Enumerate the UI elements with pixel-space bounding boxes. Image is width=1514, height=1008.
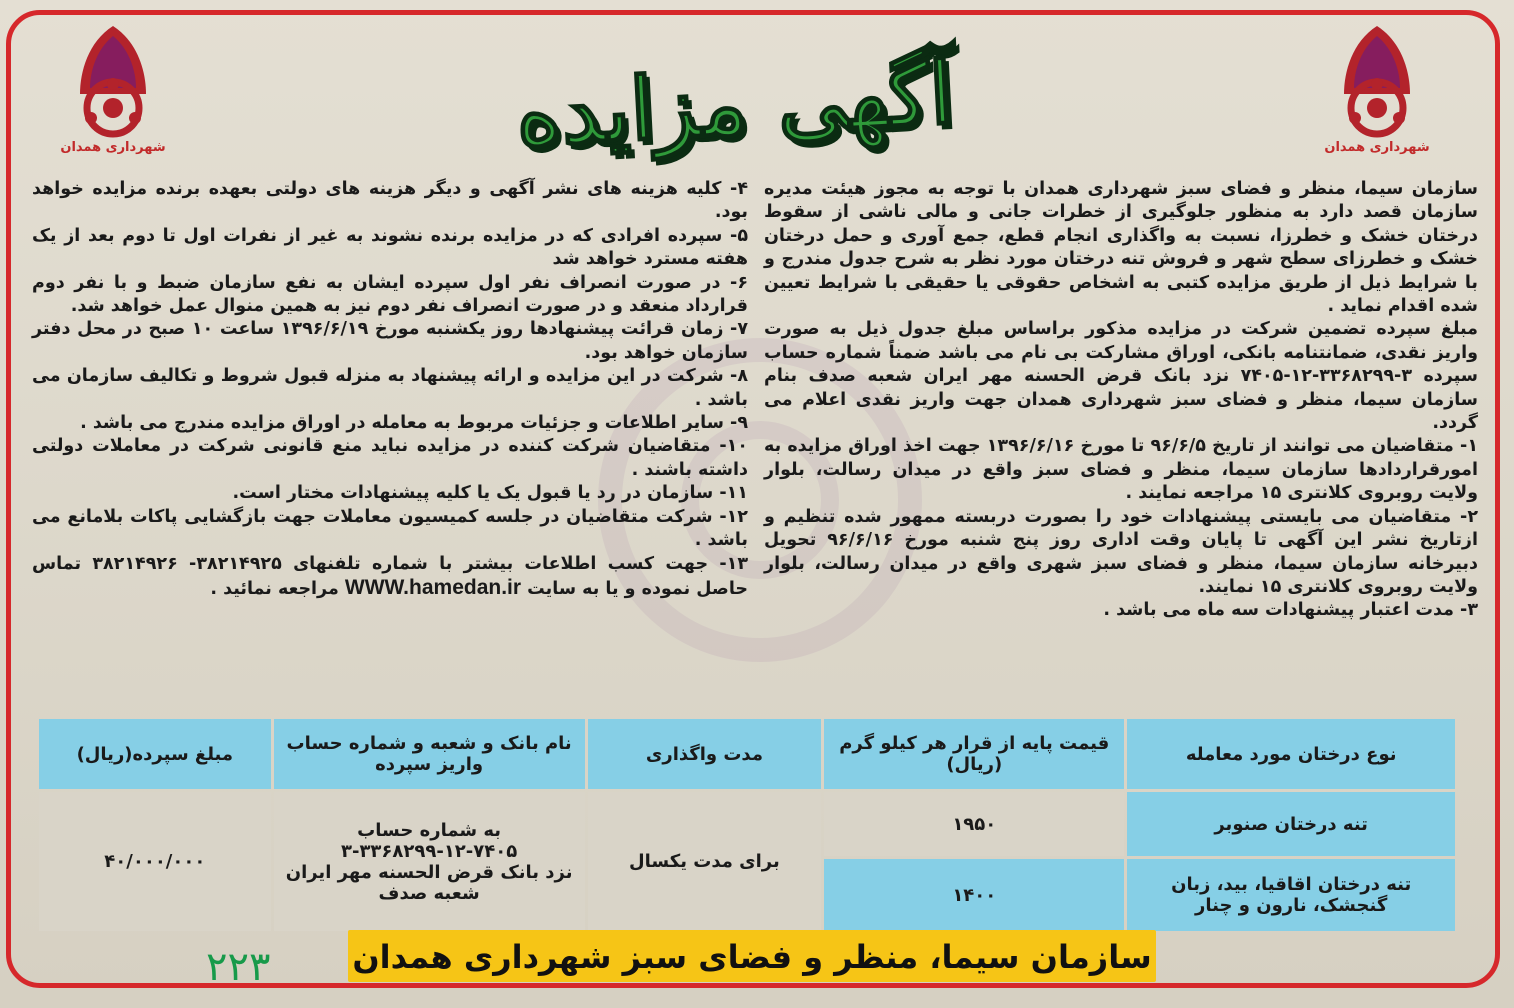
condition-item-8: ۸- شرکت در این مزایده و ارائه پیشنهاد به منزله قبول شروط و تکالیف سازمان می باشد .: [32, 366, 748, 410]
header-tree-type: نوع درختان مورد معامله: [1127, 719, 1455, 789]
condition-item-5: ۵- سپرده افرادی که در مزایده برنده نشوند به غیر از نفرات اول تا دوم بعد از یک هفته مسترد خواهد شد: [32, 225, 748, 270]
table-row: [39, 792, 1455, 856]
deposit-paragraph: مبلغ سپرده تضمین شرکت در مزایده مذکور براساس مبلغ جدول ذیل به صورت واریز نقدی، ضمانتنامه بانکی، اوراق مشارکت بی نام می باشد ضمناً شماره حساب سپرده ۳-۳۳۶۸۲۹۹-۱۲-۷۴۰۵ نزد بانک قرض الحسنه مهر ایران شعبه صدف بنام سازمان سیما، منظر و فضای سبز شهرداری همدان جهت واریز نقدی اعلام می گردد.: [764, 319, 1478, 434]
condition-item-4: ۴- کلیه هزینه های نشر آگهی و دیگر هزینه های دولتی بعهده برنده مزایده خواهد بود.: [32, 179, 748, 223]
condition-item-6: ۶- در صورت انصراف نفر اول سپرده ایشان به نفع سازمان ضبط و با نفر دوم قرارداد منعقد و در صورت انصراف نفر دوم نیز به همین منوال عمل خواهد شد.: [32, 272, 748, 317]
condition-item-10: ۱۰- متقاضیان شرکت کننده در مزایده نباید منع قانونی شرکت در معاملات دولتی داشته باشند .: [32, 436, 748, 480]
cell-period: برای مدت یکسال: [588, 792, 822, 931]
condition-item-9: ۹- سایر اطلاعات و جزئیات مربوط به معامله در اوراق مزایده مندرج می باشد .: [80, 413, 748, 434]
header-period: مدت واگذاری: [588, 719, 822, 789]
header-bank: نام بانک و شعبه و شماره حساب واریز سپرده: [274, 719, 585, 789]
contact-text: ۱۳- جهت کسب اطلاعات بیشتر با شماره تلفنهای ۳۸۲۱۴۹۲۵- ۳۸۲۱۴۹۲۶ تماس حاصل نموده و یا به سایت: [32, 553, 749, 599]
cell-tree-type: تنه درختان صنوبر: [1127, 792, 1455, 856]
footer-organization-name: سازمان سیما، منظر و فضای سبز شهرداری همدان: [352, 938, 1152, 976]
handwritten-number: ۲۲۳: [206, 944, 271, 990]
logo-caption: شهرداری همدان: [60, 140, 166, 155]
table-header-row: [39, 719, 1455, 789]
condition-item-1: ۱- متقاضیان می توانند از تاریخ ۹۶/۶/۵ تا مورخ ۱۳۹۶/۶/۱۶ جهت اخذ اوراق مزایده به امورقراردادها سازمان سیما، منظر و فضای سبز واقع در میدان رسالت، بلوار ولایت روبروی کلانتری ۱۵ مراجعه نمایند .: [764, 436, 1478, 504]
municipality-logo-left: [58, 22, 168, 172]
cell-tree-type: تنه درختان اقاقیا، بید، زبان گنجشک، نارون و چنار: [1127, 859, 1455, 931]
condition-item-13: [32, 553, 748, 602]
bank-account-number: ۳-۳۳۶۸۲۹۹-۱۲-۷۴۰۵: [340, 840, 518, 862]
condition-item-12: ۱۲- شرکت متقاضیان در جلسه کمیسیون معاملات جهت بازگشایی پاکات بلامانع می باشد .: [32, 506, 748, 551]
bank-line: به شماره حساب: [357, 819, 502, 841]
hamedan-emblem-icon: [1322, 22, 1432, 140]
page-title: آگهی مزایده: [513, 42, 956, 167]
cell-base-price: ۱۴۰۰: [824, 859, 1124, 931]
intro-paragraph: سازمان سیما، منظر و فضای سبز شهرداری همدان با توجه به مجوز هیئت مدیره سازمان قصد دارد به منظور جلوگیری از خطرات جانی و مالی ناشی از سقوط درختان خشک و خطرزا، نسبت به واگذاری انجام قطع، جمع آوری و حمل درختان خشک و خطرزای سطح شهر و فروش تنه درختان مورد نظر به شرح جدول مندرج و با شرایط ذیل از طریق مزایده کتبی به اشخاص حقوقی یا حقیقی با شرایط تعیین شده اقدام نماید .: [764, 179, 1478, 317]
header-base-price: قیمت پایه از قرار هر کیلو گرم (ریال): [824, 719, 1124, 789]
cell-base-price: ۱۹۵۰: [824, 792, 1124, 856]
condition-item-11: ۱۱- سازمان در رد یا قبول یک یا کلیه پیشنهادات مختار است.: [232, 483, 748, 504]
logo-caption: شهرداری همدان: [1324, 140, 1430, 155]
header-deposit-amount: مبلغ سپرده(ریال): [39, 719, 271, 789]
cell-bank: [274, 792, 585, 931]
municipality-logo-right: [1322, 22, 1432, 172]
condition-item-7: ۷- زمان قرائت پیشنهادها روز یکشنبه مورخ ۱۳۹۶/۶/۱۹ ساعت ۱۰ صبح در محل دفتر سازمان خواهد بود.: [32, 319, 749, 363]
website-link[interactable]: WWW.hamedan.ir: [344, 575, 522, 599]
hamedan-emblem-icon: [58, 22, 168, 140]
contact-text-end: مراجعه نمائید .: [210, 578, 339, 599]
cell-deposit-amount: ۴۰/۰۰۰/۰۰۰: [39, 792, 271, 931]
auction-table: [36, 716, 1458, 934]
condition-item-3: ۳- مدت اعتبار پیشنهادات سه ماه می باشد .: [1103, 600, 1478, 621]
left-column: [32, 178, 748, 601]
right-column: [764, 178, 1478, 623]
condition-item-2: ۲- متقاضیان می بایستی پیشنهادات خود را بصورت دربسته ممهور شده تنظیم و ازتاریخ نشر این آگهی تا پایان وقت اداری روز پنج شنبه مورخ ۹۶/۶/۱۶ تحویل دبیرخانه سازمان سیما، منظر و فضای سبز شهری واقع در میدان رسالت، بلوار ولایت روبروی کلانتری ۱۵ نمایند.: [764, 506, 1478, 597]
bank-line: نزد بانک قرض الحسنه مهر ایران شعبه صدف: [285, 861, 573, 904]
